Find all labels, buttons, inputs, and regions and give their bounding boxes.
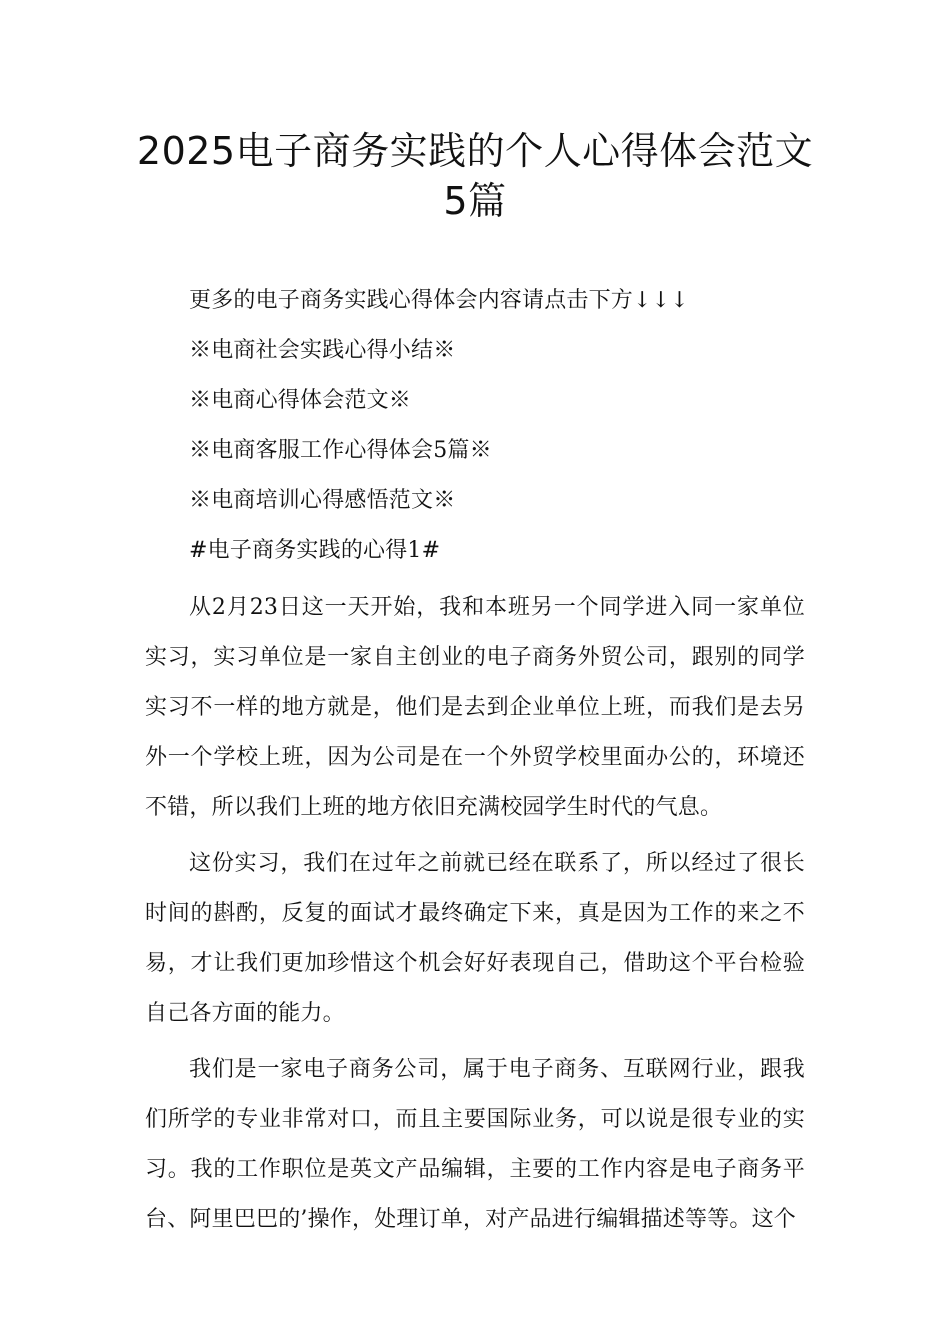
paragraph-1: 从2月23日这一天开始，我和本班另一个同学进入同一家单位实习，实习单位是一家自主创业的电子商务外贸公司，跟别的同学实习不一样的地方就是，他们是去到企业单位上班，而我们是去另外一个学校上班，因为公司是在一个外贸学校里面办公的，环境还不错，所以我们上班的地方依旧充满校园学生时代的气息。: [145, 595, 805, 820]
document-body: [145, 283, 805, 1251]
related-link-3[interactable]: ※电商客服工作心得体会5篇※: [189, 438, 492, 463]
document-title: [100, 126, 850, 226]
paragraph-2: 这份实习，我们在过年之前就已经在联系了，所以经过了很长时间的斟酌，反复的面试才最终确定下来，真是因为工作的来之不易，才让我们更加珍惜这个机会好好表现自己，借助这个平台检验自己各方面的能力。: [145, 851, 805, 1026]
intro-text: 更多的电子商务实践心得体会内容请点击下方↓↓↓: [189, 288, 689, 313]
related-link-1[interactable]: ※电商社会实践心得小结※: [189, 338, 456, 363]
title-line-2: 5篇: [443, 179, 507, 223]
section-heading: #电子商务实践的心得1#: [189, 538, 441, 563]
paragraph-3: 我们是一家电子商务公司，属于电子商务、互联网行业，跟我们所学的专业非常对口，而且主要国际业务，可以说是很专业的实习。我的工作职位是英文产品编辑，主要的工作内容是电子商务平台、阿里巴巴的’操作，处理订单，对产品进行编辑描述等等。这个: [145, 1057, 805, 1232]
related-link-2[interactable]: ※电商心得体会范文※: [189, 388, 412, 413]
related-link-4[interactable]: ※电商培训心得感悟范文※: [189, 488, 456, 513]
title-line-1: 2025电子商务实践的个人心得体会范文: [136, 129, 814, 173]
